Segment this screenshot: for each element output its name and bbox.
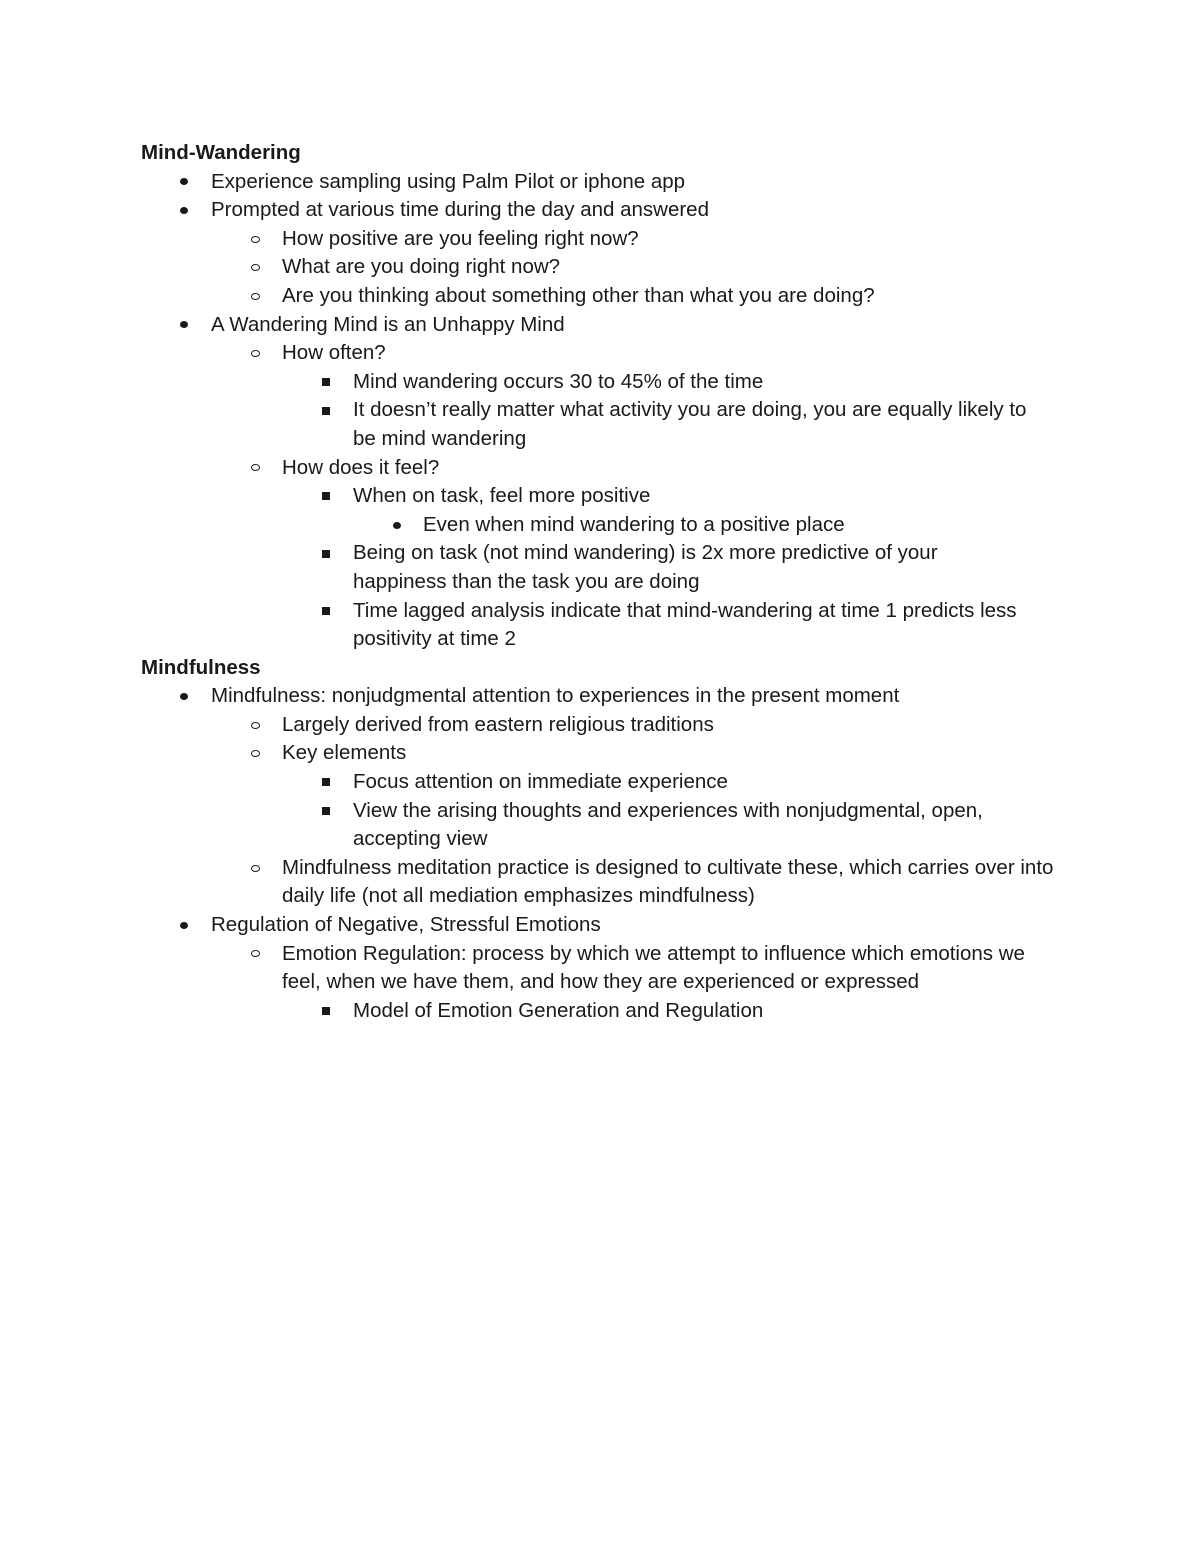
list-item-text: What are you doing right now? [282, 255, 561, 279]
list-item [141, 597, 1071, 654]
bullet-dot-icon [177, 682, 191, 711]
bullet-dot-icon [390, 511, 404, 540]
list-item-text: Are you thinking about something other than what you are doing? [282, 283, 875, 307]
section-heading-mindfulness: Mindfulness [141, 655, 261, 679]
bullet-ring-icon [248, 253, 262, 282]
bullet-ring-icon [248, 739, 262, 768]
list-item-text: Largely derived from eastern religious traditions [282, 712, 714, 736]
list-item [141, 997, 1071, 1026]
list-item [141, 539, 1071, 596]
list-item-text: Being on task (not mind wandering) is 2x more predictive of your happiness than the task you are doing [353, 541, 938, 593]
list-item [141, 911, 1071, 940]
bullet-ring-icon [248, 940, 262, 969]
list-item [141, 739, 1071, 768]
list-item [141, 797, 1071, 854]
list-item [141, 368, 1071, 397]
bullet-ring-icon [248, 282, 262, 311]
list-item [141, 396, 1071, 453]
list-item [141, 711, 1071, 740]
list-item [141, 225, 1071, 254]
list-item [141, 339, 1071, 368]
bullet-square-icon [319, 797, 333, 826]
list-item-text: Focus attention on immediate experience [353, 770, 728, 794]
list-item [141, 940, 1071, 997]
list-item [141, 454, 1071, 483]
section-heading-mind-wandering: Mind-Wandering [141, 141, 301, 164]
document-page [141, 139, 1071, 1025]
bullet-square-icon [319, 396, 333, 425]
list-item-text: How often? [282, 341, 386, 365]
list-item-text: Mind wandering occurs 30 to 45% of the time [353, 369, 764, 393]
bullet-dot-icon [177, 311, 191, 340]
list-item-text: Time lagged analysis indicate that mind-wandering at time 1 predicts less positivity at time 2 [353, 598, 1017, 651]
list-item-text: Mindfulness meditation practice is designed to cultivate these, which carries over into daily life (not all mediation emphasizes mindfulness) [282, 855, 1054, 908]
bullet-dot-icon [177, 168, 191, 197]
list-item [141, 482, 1071, 511]
list-item-text: Model of Emotion Generation and Regulation [353, 998, 764, 1022]
list-item [141, 168, 1071, 197]
list-item-text: Mindfulness: nonjudgmental attention to experiences in the present moment [211, 684, 900, 708]
list-item-text: View the arising thoughts and experiences with nonjudgmental, open, accepting view [353, 798, 983, 851]
bullet-ring-icon [248, 854, 262, 883]
list-item-text: Key elements [282, 741, 407, 765]
list-item-text: A Wandering Mind is an Unhappy Mind [211, 312, 565, 336]
list-item-text: How does it feel? [282, 455, 440, 479]
list-item-text: How positive are you feeling right now? [282, 226, 639, 250]
bullet-square-icon [319, 539, 333, 568]
list-item [141, 196, 1071, 225]
list-item [141, 768, 1071, 797]
bullet-dot-icon [177, 196, 191, 225]
list-item [141, 282, 1071, 311]
bullet-square-icon [319, 768, 333, 797]
list-item-text: Emotion Regulation: process by which we attempt to influence which emotions we feel, when we have them, and how they are experienced or expressed [282, 941, 1025, 994]
list-item [141, 253, 1071, 282]
bullet-ring-icon [248, 454, 262, 483]
bullet-ring-icon [248, 225, 262, 254]
bullet-square-icon [319, 997, 333, 1026]
bullet-square-icon [319, 368, 333, 397]
list-item-text: It doesn’t really matter what activity you are doing, you are equally likely to be mind wandering [353, 398, 1027, 450]
list-item-text: When on task, feel more positive [353, 484, 651, 508]
bullet-ring-icon [248, 711, 262, 740]
list-item-text: Prompted at various time during the day and answered [211, 198, 709, 222]
list-item-text: Regulation of Negative, Stressful Emotions [211, 913, 601, 937]
bullet-dot-icon [177, 911, 191, 940]
list-item [141, 854, 1071, 911]
list-item [141, 511, 1071, 540]
list-item [141, 311, 1071, 340]
bullet-square-icon [319, 597, 333, 626]
bullet-ring-icon [248, 339, 262, 368]
list-item-text: Experience sampling using Palm Pilot or iphone app [211, 169, 686, 193]
list-item [141, 682, 1071, 711]
bullet-square-icon [319, 482, 333, 511]
list-item-text: Even when mind wandering to a positive place [423, 512, 845, 536]
